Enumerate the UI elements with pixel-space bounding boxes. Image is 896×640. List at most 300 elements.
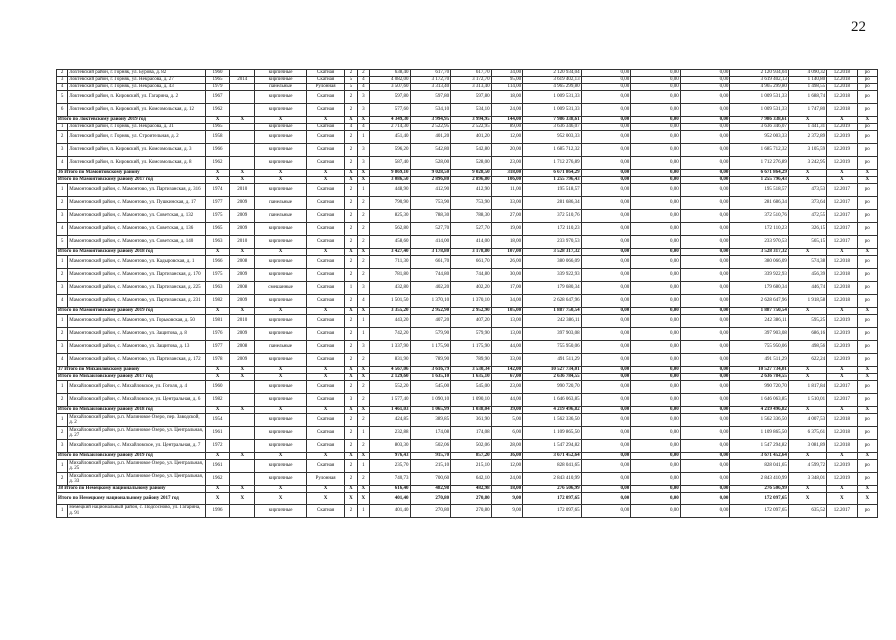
table-cell: 2 bbox=[357, 354, 369, 367]
table-cell: X bbox=[857, 486, 877, 493]
table-cell: 482,98 bbox=[410, 486, 451, 493]
table-cell: 3 086,50 bbox=[370, 177, 411, 184]
table-cell: 458,60 bbox=[370, 236, 411, 249]
table-cell: X bbox=[788, 177, 826, 184]
table-cell: 142,00 bbox=[491, 367, 523, 374]
table-cell: Скатная bbox=[306, 197, 344, 210]
table-cell: 44,00 bbox=[491, 341, 523, 354]
table-cell: 0,00 bbox=[631, 308, 681, 315]
table-row bbox=[57, 236, 878, 249]
table-cell: 0,00 bbox=[680, 308, 730, 315]
table-cell: 1 009 531,33 bbox=[730, 91, 789, 104]
table-cell: X bbox=[205, 367, 230, 374]
table-cell: 1 498,55 bbox=[788, 84, 826, 91]
table-cell: 1 635,10 bbox=[410, 374, 451, 381]
table-cell: Мамонтовский район, с. Мамонтово, ул. Партизанская, д. 225 bbox=[68, 282, 205, 295]
table-cell: 2 bbox=[345, 210, 357, 223]
table-cell: 3 528 317,32 bbox=[730, 249, 789, 256]
total-row bbox=[57, 308, 878, 315]
table-cell bbox=[230, 460, 255, 473]
table-cell: 3 636 346,07 bbox=[730, 124, 789, 131]
table-cell: кирпичные bbox=[255, 77, 307, 84]
table-cell: 1 255 796,43 bbox=[730, 177, 789, 184]
table-cell: панельные bbox=[255, 197, 307, 210]
table-cell: X bbox=[357, 367, 369, 374]
table-cell: 2010 bbox=[230, 315, 255, 328]
table-cell: 2 628 647,96 bbox=[730, 295, 789, 308]
table-cell: 0,00 bbox=[581, 131, 631, 144]
table-cell: 2009 bbox=[230, 210, 255, 223]
table-cell: 3 bbox=[57, 210, 68, 223]
table-cell: 2 bbox=[357, 381, 369, 394]
table-cell: 380 066,09 bbox=[730, 256, 789, 269]
table-cell: 831,90 bbox=[370, 354, 411, 367]
table-cell: 1981 bbox=[205, 315, 230, 328]
table-cell: 0,00 bbox=[581, 124, 631, 131]
table-cell: 0,00 bbox=[581, 486, 631, 493]
table-cell: X bbox=[857, 374, 877, 381]
table-cell: X bbox=[827, 453, 857, 460]
table-cell: 0,00 bbox=[581, 170, 631, 177]
table-cell: 597,80 bbox=[451, 91, 492, 104]
table-cell: X bbox=[857, 453, 877, 460]
table-cell: X bbox=[205, 374, 230, 381]
table-cell: 3 313,40 bbox=[410, 84, 451, 91]
table-cell: X bbox=[306, 170, 344, 177]
table-cell bbox=[230, 91, 255, 104]
table-cell: кирпичные bbox=[255, 236, 307, 249]
table-cell: 828 041,65 bbox=[730, 460, 789, 473]
table-cell: 1 175,90 bbox=[410, 341, 451, 354]
table-cell: 144,00 bbox=[491, 117, 523, 124]
table-cell: 414,00 bbox=[451, 236, 492, 249]
table-cell: 0,00 bbox=[581, 394, 631, 407]
table-cell: 13,00 bbox=[491, 328, 523, 341]
table-row bbox=[57, 473, 878, 486]
table-cell: 2 bbox=[57, 131, 68, 144]
table-cell: 0,00 bbox=[680, 91, 730, 104]
table-cell: Скатная bbox=[306, 427, 344, 440]
table-cell: 2 bbox=[57, 197, 68, 210]
table-cell: X bbox=[357, 170, 369, 177]
table-cell: 12.2017 bbox=[827, 223, 857, 236]
table-cell: 1982 bbox=[205, 295, 230, 308]
table-cell: 339 922,93 bbox=[730, 269, 789, 282]
table-cell: Локтевский район, г. Горняк, ул. Некрасова, д. 43 bbox=[68, 84, 205, 91]
table-cell: 12.2017 bbox=[827, 184, 857, 197]
table-cell: 24,00 bbox=[491, 104, 523, 117]
table-cell: 397 903,08 bbox=[730, 328, 789, 341]
table-cell: X bbox=[857, 308, 877, 315]
table-cell: 232,88 bbox=[370, 427, 411, 440]
table-cell: 12.2019 bbox=[827, 131, 857, 144]
table-cell: X bbox=[827, 308, 857, 315]
table-cell: 0,00 bbox=[680, 131, 730, 144]
table-cell: 0,00 bbox=[680, 493, 730, 505]
table-cell: 2009 bbox=[230, 328, 255, 341]
table-cell: 5,00 bbox=[491, 414, 523, 427]
table-cell: Михайловский район, с. Михайловское, ул. Гоголя, д. 4 bbox=[68, 381, 205, 394]
table-cell bbox=[230, 124, 255, 131]
table-cell: 12.2017 bbox=[827, 394, 857, 407]
table-cell: 597,80 bbox=[410, 91, 451, 104]
table-cell: X bbox=[205, 453, 230, 460]
table-row bbox=[57, 84, 878, 91]
table-cell: 326,15 bbox=[788, 223, 826, 236]
total-row bbox=[57, 249, 878, 256]
table-cell: 270,80 bbox=[410, 493, 451, 505]
table-cell: 1960 bbox=[205, 70, 230, 77]
table-cell: X bbox=[827, 177, 857, 184]
table-row bbox=[57, 131, 878, 144]
table-cell: 0,00 bbox=[631, 269, 681, 282]
table-cell: 0,00 bbox=[680, 460, 730, 473]
table-cell: 0,00 bbox=[680, 381, 730, 394]
table-cell: 6 375,61 bbox=[788, 427, 826, 440]
table-cell: Михайловский район, с. Михайловское, ул. Центральная, д. 6 bbox=[68, 394, 205, 407]
table-cell: 0,00 bbox=[631, 184, 681, 197]
table-cell: X bbox=[205, 407, 230, 414]
table-cell: 0,00 bbox=[680, 427, 730, 440]
table-cell: 2 bbox=[345, 184, 357, 197]
table-cell: кирпичные bbox=[255, 414, 307, 427]
table-row bbox=[57, 256, 878, 269]
table-cell: 1 817,84 bbox=[788, 381, 826, 394]
table-cell: 0,00 bbox=[581, 460, 631, 473]
total-row bbox=[57, 170, 878, 177]
table-cell: X bbox=[345, 249, 357, 256]
table-cell: 472,55 bbox=[788, 210, 826, 223]
table-cell: 0,00 bbox=[631, 414, 681, 427]
table-cell bbox=[230, 144, 255, 157]
table-cell: 4 bbox=[357, 77, 369, 84]
table-cell: 3 671 452,64 bbox=[730, 453, 789, 460]
table-cell: 4 bbox=[57, 157, 68, 170]
table-cell: 0,00 bbox=[581, 157, 631, 170]
table-cell: 172 097,65 bbox=[523, 504, 582, 517]
table-cell: 0,00 bbox=[581, 315, 631, 328]
table-cell: 0,00 bbox=[680, 104, 730, 117]
table-cell: Скатная bbox=[306, 124, 344, 131]
table-cell: 2 bbox=[345, 504, 357, 517]
table-cell: 233 970,53 bbox=[523, 236, 582, 249]
table-cell: 0,00 bbox=[680, 184, 730, 197]
table-cell: Скатная bbox=[306, 210, 344, 223]
table-cell: 0,00 bbox=[581, 473, 631, 486]
table-cell: ро bbox=[857, 504, 877, 517]
table-cell: 12.2019 bbox=[827, 341, 857, 354]
table-cell: 0,00 bbox=[581, 440, 631, 453]
table-cell: 1 887 750,54 bbox=[523, 308, 582, 315]
table-cell: 0,00 bbox=[581, 197, 631, 210]
table-cell: ро bbox=[857, 124, 877, 131]
table-row bbox=[57, 354, 878, 367]
table-cell: 1 090,10 bbox=[451, 394, 492, 407]
table-cell: 0,00 bbox=[680, 77, 730, 84]
table-cell: X bbox=[345, 453, 357, 460]
table-cell: 172 097,65 bbox=[730, 493, 789, 505]
table-cell: 1977 bbox=[205, 341, 230, 354]
table-cell: 0,00 bbox=[581, 84, 631, 91]
table-cell: ро bbox=[857, 440, 877, 453]
table-cell: 0,00 bbox=[631, 282, 681, 295]
table-cell: 0,00 bbox=[631, 131, 681, 144]
table-cell: X bbox=[788, 374, 826, 381]
table-cell: 2 bbox=[345, 223, 357, 236]
table-cell: 7 986 338,61 bbox=[730, 117, 789, 124]
table-cell: 1 646 063,85 bbox=[730, 394, 789, 407]
table-cell: 397 903,08 bbox=[523, 328, 582, 341]
table-cell: 3 bbox=[357, 104, 369, 117]
table-cell: 0,00 bbox=[631, 170, 681, 177]
table-cell: 2 120 934,04 bbox=[523, 70, 582, 77]
table-cell: 0,00 bbox=[631, 453, 681, 460]
table-cell bbox=[230, 504, 255, 517]
table-cell: 18,00 bbox=[491, 91, 523, 104]
table-cell: 446,74 bbox=[788, 282, 826, 295]
table-cell: Немецкий национальный район, с. Подсосново, ул. Гагарина, д. 91 bbox=[68, 504, 205, 517]
table-cell: 0,00 bbox=[680, 394, 730, 407]
table-cell: 12.2019 bbox=[827, 460, 857, 473]
table-cell: 2 bbox=[345, 104, 357, 117]
table-cell bbox=[230, 104, 255, 117]
table-cell: 2 bbox=[357, 256, 369, 269]
table-cell: 172 097,65 bbox=[523, 493, 582, 505]
table-cell: 3 619 402,13 bbox=[523, 77, 582, 84]
table-cell: 617,70 bbox=[451, 70, 492, 77]
table-cell: 179 680,34 bbox=[730, 282, 789, 295]
table-cell: 2 bbox=[357, 197, 369, 210]
table-cell: 1 255 796,43 bbox=[523, 177, 582, 184]
table-cell: 12,00 bbox=[491, 460, 523, 473]
table-cell: 67,00 bbox=[491, 374, 523, 381]
table-cell: Скатная bbox=[306, 295, 344, 308]
table-cell: 2 372,89 bbox=[788, 131, 826, 144]
table-cell: 2 bbox=[345, 157, 357, 170]
table-cell: Локтевский район, п. Кировский, ул. Комсомольская, д. 12 bbox=[68, 104, 205, 117]
table-cell: 11,00 bbox=[491, 184, 523, 197]
table-cell: 1 685 712,32 bbox=[523, 144, 582, 157]
table-cell: X bbox=[788, 407, 826, 414]
table-cell: 635,52 bbox=[788, 504, 826, 517]
table-cell: 0,00 bbox=[581, 249, 631, 256]
table-cell: 281 686,34 bbox=[730, 197, 789, 210]
table-cell bbox=[230, 394, 255, 407]
table-cell: Мамонтовский район, с. Мамонтово, ул. Советская, д. 132 bbox=[68, 210, 205, 223]
table-cell: 976,43 bbox=[370, 453, 411, 460]
table-cell: 1 370,10 bbox=[410, 295, 451, 308]
table-cell: 23,00 bbox=[491, 381, 523, 394]
table-cell: 4 965 299,80 bbox=[523, 84, 582, 91]
table-cell: кирпичные bbox=[255, 394, 307, 407]
table-cell: Скатная bbox=[306, 184, 344, 197]
table-cell: Итого по Локтевскому району 2019 год bbox=[57, 117, 206, 124]
table-cell: 1 547 294,82 bbox=[730, 440, 789, 453]
table-cell: 12,00 bbox=[491, 131, 523, 144]
table-cell: 3 bbox=[357, 282, 369, 295]
table-cell: Михайловский район, р.п. Малиновое Озеро, ул. Центральная, д. 27 bbox=[68, 427, 205, 440]
table-cell: 1966 bbox=[205, 144, 230, 157]
table-cell: 2 636 784,55 bbox=[730, 374, 789, 381]
table-cell: 2 bbox=[357, 473, 369, 486]
table-cell: X bbox=[306, 493, 344, 505]
table-cell: 0,00 bbox=[680, 315, 730, 328]
table-cell: 2 bbox=[357, 394, 369, 407]
table-cell: 1 109 865,50 bbox=[730, 427, 789, 440]
table-cell: 12.2018 bbox=[827, 440, 857, 453]
table-cell: Скатная bbox=[306, 269, 344, 282]
table-cell: 114,00 bbox=[491, 84, 523, 91]
table-row bbox=[57, 70, 878, 77]
table-cell: X bbox=[857, 493, 877, 505]
table-cell: 2 bbox=[345, 131, 357, 144]
table-cell: ро bbox=[857, 381, 877, 394]
table-row bbox=[57, 315, 878, 328]
table-cell: 617,70 bbox=[410, 70, 451, 77]
table-cell: 2 bbox=[345, 414, 357, 427]
table-cell: 380 066,09 bbox=[523, 256, 582, 269]
table-row bbox=[57, 341, 878, 354]
table-cell: X bbox=[205, 308, 230, 315]
table-cell: Рулонная bbox=[306, 84, 344, 91]
table-cell: ро bbox=[857, 131, 877, 144]
table-cell: 534,10 bbox=[410, 104, 451, 117]
table-cell: 12.2017 bbox=[827, 236, 857, 249]
table-cell: 552,20 bbox=[370, 381, 411, 394]
table-cell: 1974 bbox=[205, 184, 230, 197]
table-cell: 579,90 bbox=[451, 328, 492, 341]
table-row bbox=[57, 460, 878, 473]
table-cell: 36 Итого по Мамонтовскому району bbox=[57, 170, 206, 177]
table-cell: 755 950,06 bbox=[523, 341, 582, 354]
table-cell: X bbox=[827, 493, 857, 505]
table-cell: 491 511,29 bbox=[523, 354, 582, 367]
table-cell: 642,10 bbox=[451, 473, 492, 486]
table-cell: 4 349,30 bbox=[370, 117, 411, 124]
table-cell: 12.2018 bbox=[827, 269, 857, 282]
table-cell: кирпичные bbox=[255, 144, 307, 157]
table-cell: 1 562 336,50 bbox=[523, 414, 582, 427]
table-cell: 1960 bbox=[205, 381, 230, 394]
table-cell: 0,00 bbox=[631, 440, 681, 453]
total-row bbox=[57, 374, 878, 381]
table-cell: Скатная bbox=[306, 144, 344, 157]
table-cell: 0,00 bbox=[581, 77, 631, 84]
table-cell: 661,70 bbox=[410, 256, 451, 269]
table-cell: 3 081,89 bbox=[788, 440, 826, 453]
table-cell: 20,00 bbox=[491, 144, 523, 157]
table-cell: 12.2018 bbox=[827, 427, 857, 440]
table-cell: 857,20 bbox=[451, 453, 492, 460]
table-cell: Мамонтовский район, с. Мамонтово, ул. Советская, д. 136 bbox=[68, 223, 205, 236]
table-cell: 2 636 784,55 bbox=[523, 374, 582, 381]
table-cell: Скатная bbox=[306, 354, 344, 367]
table-cell: 0,00 bbox=[631, 407, 681, 414]
table-cell: 1 510,01 bbox=[788, 394, 826, 407]
table-cell: Скатная bbox=[306, 504, 344, 517]
table-cell: 789,90 bbox=[451, 354, 492, 367]
table-cell: Скатная bbox=[306, 414, 344, 427]
table-cell: 172 097,65 bbox=[730, 504, 789, 517]
table-cell: 172 110,23 bbox=[730, 223, 789, 236]
table-cell: 1 501,50 bbox=[370, 295, 411, 308]
table-cell: Локтевский район, г. Горняк, ул. Некрасова, д. 27 bbox=[68, 77, 205, 84]
table-cell: X bbox=[230, 177, 255, 184]
table-cell: ро bbox=[857, 269, 877, 282]
table-cell: 825,30 bbox=[370, 210, 411, 223]
table-cell: Лохтевский район, г. Горняк, ул. Бурова, д. 82 bbox=[68, 70, 205, 77]
table-cell: кирпичные bbox=[255, 124, 307, 131]
table-cell: X bbox=[205, 249, 230, 256]
table-cell: 4 bbox=[57, 223, 68, 236]
table-cell: Скатная bbox=[306, 341, 344, 354]
table-cell: 0,00 bbox=[581, 177, 631, 184]
table-cell: 1 140,80 bbox=[788, 77, 826, 84]
table-cell: 4 567,06 bbox=[370, 367, 411, 374]
table-cell: 12.2017 bbox=[827, 504, 857, 517]
table-cell: 26,00 bbox=[491, 256, 523, 269]
table-cell: 2 bbox=[357, 210, 369, 223]
table-cell bbox=[230, 381, 255, 394]
table-cell: 2 bbox=[57, 328, 68, 341]
table-cell: X bbox=[357, 249, 369, 256]
table-cell: 1 bbox=[57, 124, 68, 131]
table-cell: 373,64 bbox=[788, 197, 826, 210]
table-cell: X bbox=[827, 407, 857, 414]
table-cell: 2 bbox=[57, 473, 68, 486]
table-cell: 389,85 bbox=[410, 414, 451, 427]
table-cell: 4 bbox=[357, 124, 369, 131]
table-cell: 1 bbox=[57, 504, 68, 517]
table-cell: 0,00 bbox=[680, 282, 730, 295]
table-cell: 1996 bbox=[205, 504, 230, 517]
table-row bbox=[57, 504, 878, 517]
table-cell: 443,20 bbox=[370, 315, 411, 328]
table-cell: 0,00 bbox=[680, 407, 730, 414]
table-cell: 0,00 bbox=[680, 70, 730, 77]
table-cell: Мамонтовский район, с. Мамонтово, ул. Партизанская, д. 172 bbox=[68, 354, 205, 367]
table-cell: 2009 bbox=[230, 197, 255, 210]
table-cell: 2 896,80 bbox=[451, 177, 492, 184]
table-cell: 361,90 bbox=[451, 414, 492, 427]
table-cell: 2 bbox=[357, 269, 369, 282]
table-cell: 233 970,53 bbox=[730, 236, 789, 249]
table-cell: X bbox=[205, 486, 230, 493]
table-cell: 0,00 bbox=[631, 249, 681, 256]
table-cell: 1958 bbox=[205, 131, 230, 144]
table-cell: кирпичные bbox=[255, 354, 307, 367]
table-cell: 3 528 317,32 bbox=[523, 249, 582, 256]
table-cell: Скатная bbox=[306, 131, 344, 144]
table-row bbox=[57, 440, 878, 453]
table-cell: ро bbox=[857, 427, 877, 440]
table-cell: 0,00 bbox=[680, 210, 730, 223]
total-row bbox=[57, 453, 878, 460]
table-cell: 2 bbox=[345, 315, 357, 328]
table-cell: 0,00 bbox=[680, 440, 730, 453]
table-cell: 28,00 bbox=[491, 440, 523, 453]
table-cell: 542,80 bbox=[451, 144, 492, 157]
table-cell: 753,90 bbox=[451, 197, 492, 210]
table-cell: 0,00 bbox=[631, 295, 681, 308]
table-cell: 4 965 299,80 bbox=[730, 84, 789, 91]
table-cell: 6 671 864,29 bbox=[523, 170, 582, 177]
table-cell: 1 646 063,85 bbox=[523, 394, 582, 407]
table-cell: Скатная bbox=[306, 236, 344, 249]
table-cell: 372 510,76 bbox=[730, 210, 789, 223]
table-cell: 0,00 bbox=[680, 504, 730, 517]
table-cell: 1 bbox=[57, 381, 68, 394]
